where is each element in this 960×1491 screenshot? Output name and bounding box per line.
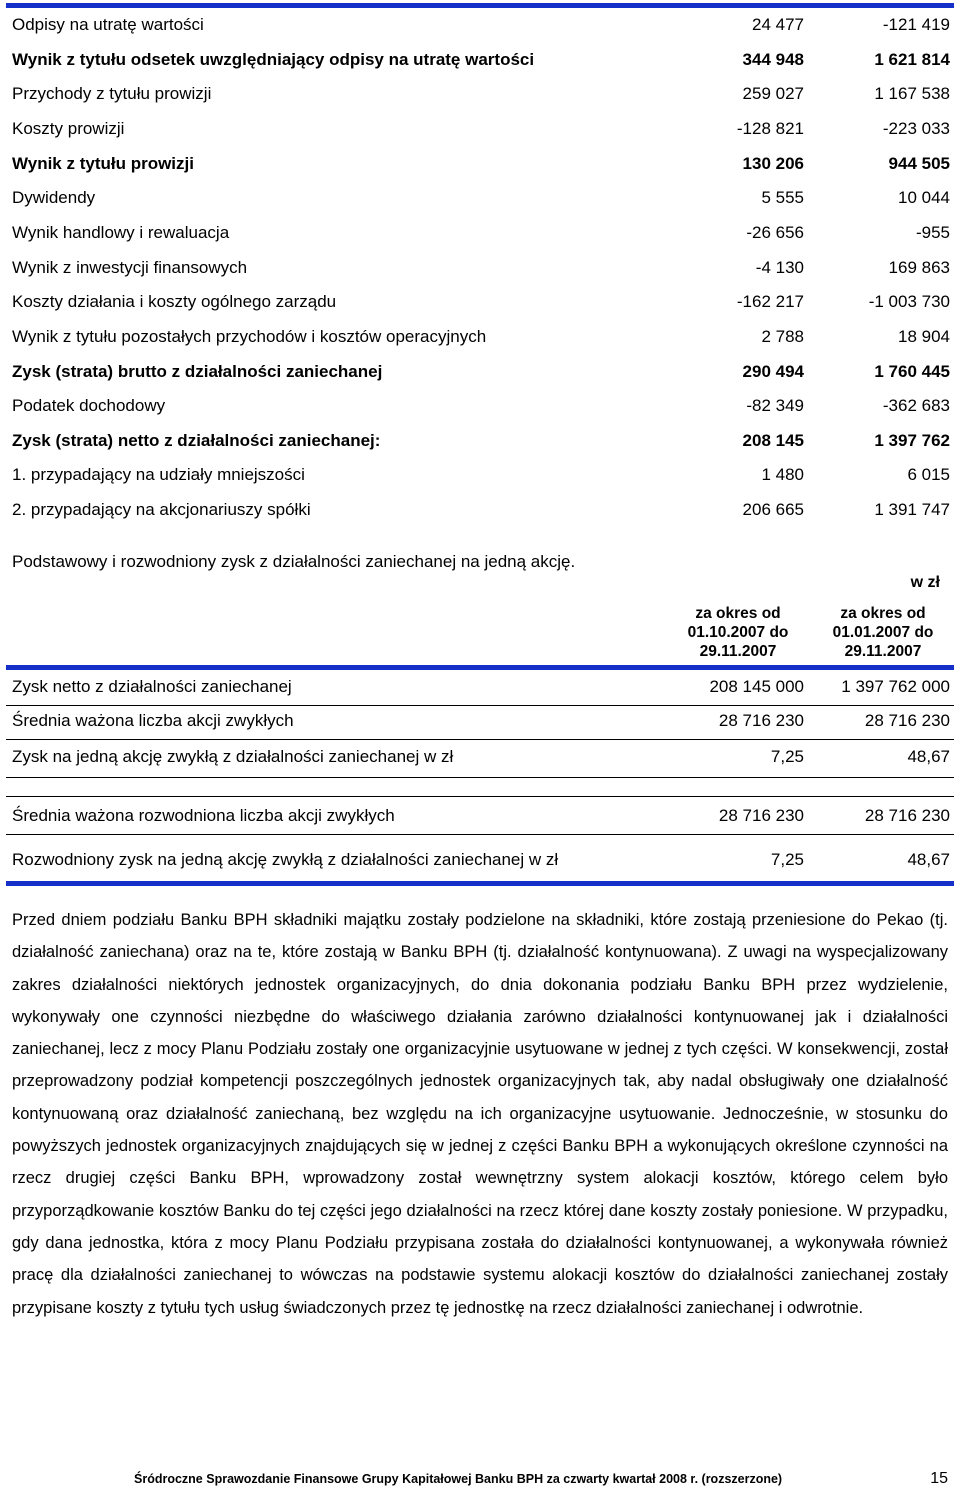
income-row-value-period1: -162 217 — [736, 292, 804, 311]
eps-row — [12, 843, 950, 877]
income-row-value-period2: 1 391 747 — [874, 500, 950, 519]
eps-row-value-period1: 28 716 230 — [718, 711, 804, 730]
eps-row-value-period1: 7,25 — [770, 850, 804, 869]
income-table-row — [12, 285, 950, 319]
income-row-label: Wynik z tytułu odsetek uwzględniający odpisy na utratę wartości — [12, 50, 535, 69]
income-row-value-period1: 344 948 — [742, 50, 804, 69]
income-row-label: Zysk (strata) brutto z działalności zaniechanej — [12, 362, 383, 381]
period-header-2 — [808, 604, 958, 661]
income-row-value-period1: -26 656 — [746, 223, 804, 242]
income-table-row — [12, 112, 950, 146]
income-table-row — [12, 355, 950, 389]
income-row-value-period2: 1 397 762 — [874, 431, 950, 450]
income-row-value-period1: 259 027 — [742, 84, 804, 103]
period-header-1-line: 01.10.2007 do — [687, 624, 789, 641]
page-number: 15 — [930, 1470, 948, 1487]
income-row-value-period1: 208 145 — [742, 431, 804, 450]
income-table-row — [12, 43, 950, 77]
income-row-value-period1: -128 821 — [736, 119, 804, 138]
eps-row — [12, 740, 950, 774]
eps-row-value-period1: 208 145 000 — [709, 677, 804, 696]
eps-row-label: Zysk na jedną akcję zwykłą z działalności zaniechanej w zł — [12, 747, 454, 766]
income-row-value-period1: -82 349 — [746, 396, 804, 415]
period-header-1-line: za okres od — [695, 605, 781, 622]
unit-label: w zł — [910, 574, 940, 591]
income-row-value-period1: 206 665 — [742, 500, 804, 519]
income-row-label: Przychody z tytułu prowizji — [12, 84, 212, 103]
income-row-value-period2: 1 621 814 — [874, 50, 950, 69]
income-row-value-period1: 5 555 — [761, 188, 804, 207]
eps-row-label: Średnia ważona rozwodniona liczba akcji zwykłych — [12, 806, 395, 825]
income-row-label: Dywidendy — [12, 188, 96, 207]
income-row-label: Odpisy na utratę wartości — [12, 15, 204, 34]
income-row-value-period2: -1 003 730 — [868, 292, 950, 311]
income-row-label: Koszty prowizji — [12, 119, 125, 138]
period-header-1-line: 29.11.2007 — [699, 643, 777, 660]
eps-row-label: Rozwodniony zysk na jedną akcję zwykłą z działalności zaniechanej w zł — [12, 850, 559, 869]
income-table-row — [12, 424, 950, 458]
income-table-row — [12, 147, 950, 181]
income-row-value-period2: 10 044 — [898, 188, 950, 207]
income-row-value-period1: 24 477 — [752, 15, 804, 34]
period-header-2-line: 01.01.2007 do — [832, 624, 934, 641]
eps-row-value-period2: 28 716 230 — [864, 806, 950, 825]
income-row-label: Zysk (strata) netto z działalności zaniechanej: — [12, 431, 381, 450]
income-row-value-period2: -121 419 — [882, 15, 950, 34]
income-row-label: Wynik z tytułu prowizji — [12, 154, 194, 173]
eps-row-value-period1: 28 716 230 — [718, 806, 804, 825]
income-row-label: Koszty działania i koszty ogólnego zarządu — [12, 292, 337, 311]
period-header-2-line: za okres od — [840, 605, 926, 622]
income-row-value-period1: 1 480 — [761, 465, 804, 484]
income-row-label: 2. przypadający na akcjonariuszy spółki — [12, 500, 311, 519]
income-row-value-period1: 290 494 — [742, 362, 804, 381]
income-row-value-period1: -4 130 — [755, 258, 804, 277]
eps-row — [12, 799, 950, 833]
income-row-value-period1: 130 206 — [742, 154, 804, 173]
income-row-value-period2: -223 033 — [882, 119, 950, 138]
eps-section-title: Podstawowy i rozwodniony zysk z działalności zaniechanej na jedną akcję. — [12, 552, 576, 571]
eps-row — [12, 704, 950, 738]
eps-row-label: Zysk netto z działalności zaniechanej — [12, 677, 292, 696]
income-table-row — [12, 77, 950, 111]
income-table-row — [12, 181, 950, 215]
eps-row-value-period2: 48,67 — [907, 747, 950, 766]
income-row-value-period2: 1 760 445 — [874, 362, 950, 381]
eps-row — [12, 670, 950, 704]
income-row-value-period2: 1 167 538 — [874, 84, 950, 103]
eps-row-value-period1: 7,25 — [770, 747, 804, 766]
income-row-label: Wynik handlowy i rewaluacja — [12, 223, 230, 242]
income-table-row — [12, 389, 950, 423]
eps-row-label: Średnia ważona liczba akcji zwykłych — [12, 711, 294, 730]
row-divider — [6, 777, 954, 778]
eps-row-value-period2: 48,67 — [907, 850, 950, 869]
income-row-value-period2: 18 904 — [898, 327, 950, 346]
income-table-row — [12, 216, 950, 250]
income-table-row — [12, 458, 950, 492]
income-table-row — [12, 493, 950, 527]
income-row-value-period1: 2 788 — [761, 327, 804, 346]
income-row-label: Wynik z tytułu pozostałych przychodów i kosztów operacyjnych — [12, 327, 487, 346]
income-row-value-period2: -955 — [915, 223, 950, 242]
income-row-value-period2: -362 683 — [882, 396, 950, 415]
section-end-rule — [6, 881, 954, 886]
income-table-row — [12, 251, 950, 285]
income-row-value-period2: 6 015 — [907, 465, 950, 484]
income-table-row — [12, 320, 950, 354]
row-divider — [6, 834, 954, 835]
income-row-label: Wynik z inwestycji finansowych — [12, 258, 248, 277]
income-table-row — [12, 8, 950, 42]
explanatory-paragraph: Przed dniem podziału Banku BPH składniki majątku zostały podzielone na składniki, które zostają przeniesione do Pekao (tj. działalność zaniechana) oraz na te, które zostają w Banku BPH (tj. działalność kontynuowana). Z uwagi na wyspecjalizowany zakres działalności niektórych jednostek organizacyjnych, do dnia dokonania podziału Banku BPH przez wydzielenie, wykonywały one czynności niezbędne do właściwego działania zarówno działalności kontynuowanej jak i działalności zaniechanej, lecz z mocy Planu Podziału zostały one organizacyjnie usytuowane w jednej z tych części. W konsekwencji, został przeprowadzony podział kompetencji poszczególnych jednostek organizacyjnych tak, aby nadal obsługiwały one działalność kontynuowaną oraz działalność zaniechaną, bez względu na ich organizacyjne usytuowanie. Jednocześnie, w stosunku do powyższych jednostek organizacyjnych znajdujących się w jednej z części Banku BPH a wykonujących określone czynności na rzecz drugiej części Banku BPH, wprowadzony został wewnętrzny system alokacji kosztów, którego celem było przyporządkowanie kosztów Banku do tej części jego działalności na rzecz której dane koszty zostały poniesione. W przypadku, gdy dana jednostka, która z mocy Planu Podziału przypisana została do działalności kontynuowanej, a wykonywała również pracę dla działalności zaniechanej to wówczas na podstawie systemu alokacji kosztów do działalności zaniechanej zostały przypisane koszty z tytułu tych usług świadczonych przez tę jednostkę na rzecz działalności zaniechanej i odwrotnie. — [12, 911, 948, 1317]
row-divider — [6, 796, 954, 797]
income-row-label: 1. przypadający na udziały mniejszości — [12, 465, 305, 484]
income-row-value-period2: 944 505 — [888, 154, 950, 173]
income-row-label: Podatek dochodowy — [12, 396, 166, 415]
period-header-2-line: 29.11.2007 — [844, 643, 922, 660]
eps-row-value-period2: 1 397 762 000 — [841, 677, 950, 696]
income-row-value-period2: 169 863 — [888, 258, 950, 277]
eps-row-value-period2: 28 716 230 — [864, 711, 950, 730]
page-footer: Śródroczne Sprawozdanie Finansowe Grupy Kapitałowej Banku BPH za czwarty kwartał 2008 r. (rozszerzone) — [134, 1472, 783, 1486]
period-header-1 — [663, 604, 813, 661]
